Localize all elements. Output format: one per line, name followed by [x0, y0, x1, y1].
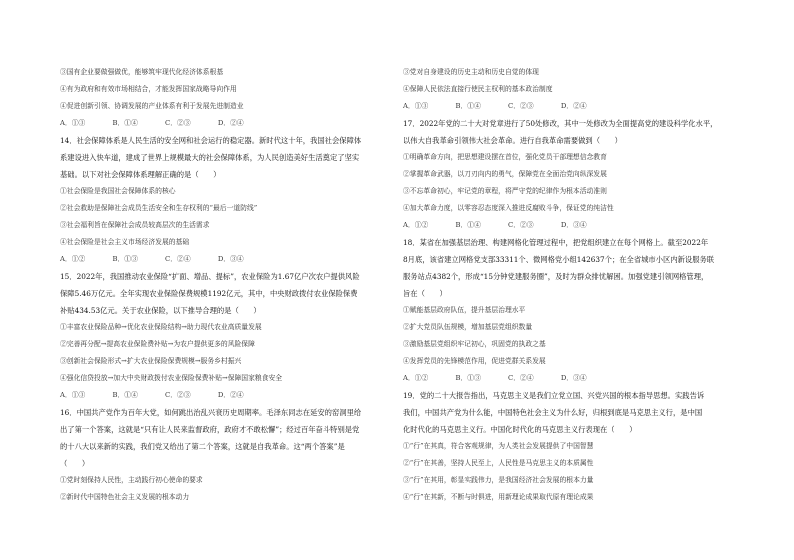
q13-option-3: ③国有企业要做强做优，能够筑牢现代化经济体系根基: [60, 68, 224, 76]
q14-option-4: ④社会保险是社会主义市场经济发展的基础: [60, 238, 190, 246]
q15-option-1: ①丰富农业保险品种→优化农业保险结构→助力现代农业高质量发展: [60, 323, 262, 331]
q18-stem-line-1: 18．某省在加强基层治理、构建网格化管理过程中，把党组织建立在每个网格上。截至2022年: [403, 238, 709, 247]
q14-option-2: ②社会救助是保障社会成员生活安全和生存权利的“最后一道防线”: [60, 204, 258, 212]
q15-stem-line-1: 15．2022年，我国推动农业保险“扩面、增品、提标”，农业保险为1.67亿户次农户提供风险: [60, 272, 360, 281]
q17-option-1: ①明确革命方向，把思想建设摆在首位，强化党员干部理想信念教育: [403, 153, 607, 161]
q17-answer-choices: A．①② B．①④ C．②③ D．③④: [403, 221, 587, 229]
q19-stem-line-3: 化时代化的马克思主义行。中国化时代化的马克思主义行表现在（ ）: [403, 425, 637, 434]
q16-stem-line-2: 出了第一个答案，这就是“只有让人民来监督政府，政府才不敢松懈”；经过百年奋斗特别是党: [60, 425, 360, 434]
q16-option-2: ②新时代中国特色社会主义发展的根本动力: [60, 493, 190, 501]
q18-stem-line-2: 8月底，该省建立网格党支部33311个、微网格党小组142637个；在全省城市小区内新设服务联: [403, 255, 715, 264]
q18-option-3: ③激励基层党组织牢记初心，巩固党的执政之基: [403, 340, 546, 348]
q14-stem-line-3: 基础。以下对社会保障体系理解正确的是（ ）: [60, 170, 221, 179]
q15-option-4: ④强化信贷投放→加大中央财政拨付农业保险保费补贴→保障国家粮食安全: [60, 374, 283, 382]
q14-option-1: ①社会保险是我国社会保障体系的核心: [60, 187, 176, 195]
q17-option-2: ②掌握革命武器，以刀刃向内的勇气，保障党在全面治党向纵深发展: [403, 170, 607, 178]
q19-stem-line-1: 19．党的二十大报告指出，马克思主义是我们立党立国、兴党兴国的根本指导思想。实践告诉: [403, 391, 705, 400]
q19-option-4: ④“行”在其新，不断与时俱进，用新理论成果取代原有理论成果: [403, 493, 594, 501]
q16-answer-choices: A．①③ B．①④ C．②③ D．②④: [403, 102, 587, 110]
q15-option-3: ③创新社会保险形式→扩大农业保险保费规模→服务乡村振兴: [60, 357, 242, 365]
q15-stem-line-2: 保障5.46万亿元。全年实现农业保险保费规模1192亿元，其中，中央财政拨付农业保险保费: [60, 289, 358, 298]
q19-option-3: ③“行”在其用，彰显实践伟力，是我国经济社会发展的根本力量: [403, 476, 594, 484]
q15-stem-line-3: 补贴434.53亿元。关于农业保险，以下推导合理的是（ ）: [60, 306, 261, 315]
q16-stem-line-4: （ ）: [60, 459, 90, 468]
q16-stem-line-1: 16．中国共产党作为百年大党，如何跳出治乱兴衰历史周期率。毛泽东同志在延安的窑洞里给: [60, 408, 362, 417]
q18-stem-line-3: 服务站点4382个，形成“15分钟党建服务圈”，及时为群众排忧解困。加强党建引领网格管理，: [403, 272, 709, 281]
q18-stem-line-4: 旨在（ ）: [403, 289, 447, 298]
q15-answer-choices: A．①③ B．①④ C．②③ D．②④: [60, 391, 244, 399]
q17-option-3: ③不忘革命初心，牢记党的章程，将严守党的纪律作为根本活动准则: [403, 187, 607, 195]
q14-stem-line-2: 系建设进入快车道，建成了世界上规模最大的社会保障体系，为人民创造美好生活奠定了坚实: [60, 153, 360, 162]
q16-option-3: ③党对自身建设的历史主动和历史自觉的体现: [403, 68, 539, 76]
q18-option-4: ④发挥党员的先锋模范作用，促进党群关系发展: [403, 357, 546, 365]
q17-stem-line-2: 以伟大自我革命引领伟大社会革命。进行自我革命需要做到（ ）: [403, 136, 622, 145]
q15-option-2: ②完善再分配→提高农业保险费补贴→为农户提供更多的风险保障: [60, 340, 255, 348]
q16-option-4: ④保障人民依法直接行使民主权利的基本政治制度: [403, 85, 553, 93]
q18-answer-choices: A．①② B．①③ C．②④ D．③④: [403, 374, 587, 382]
q19-option-2: ②“行”在其善，坚持人民至上，人民性是马克思主义的本质属性: [403, 459, 594, 467]
q18-option-2: ②扩大党员队伍规模，增加基层党组织数量: [403, 323, 533, 331]
q19-option-1: ①“行”在其真，符合客观规律，为人类社会发展提供了中国智慧: [403, 442, 594, 450]
q14-stem-line-1: 14．社会保障体系是人民生活的安全网和社会运行的稳定器。新时代这十年，我国社会保障体: [60, 136, 362, 145]
q13-answer-choices: A．①③ B．①④ C．②③ D．②④: [60, 119, 244, 127]
q19-stem-line-2: 我们，中国共产党为什么能，中国特色社会主义为什么好，归根到底是马克思主义行，是中国: [403, 408, 703, 417]
q13-option-4b: ④促进创新引领、协调发展的产业体系有利于发展先进制造业: [60, 102, 244, 110]
q18-option-1: ①赋能基层政府队伍，提升基层治理水平: [403, 306, 526, 314]
q14-answer-choices: A．①② B．①③ C．②④ D．③④: [60, 255, 244, 263]
q16-stem-line-3: 的十八大以来新的实践，我们党又给出了第二个答案，这就是自我革命。这“两个答案”是: [60, 442, 345, 451]
q17-stem-line-1: 17．2022年党的二十大对党章进行了50处修改，其中一处修改为全面提高党的建设科学化水平，: [403, 119, 718, 128]
q16-option-1: ①党时刻保持人民性，主动践行初心使命的要求: [60, 476, 203, 484]
q17-option-4: ④加大革命力度，以零容忍态度深入推进反腐败斗争，保证党的纯洁性: [403, 204, 614, 212]
q14-option-3: ③社会福利旨在保障社会成员较高层次的生活需求: [60, 221, 210, 229]
q13-option-4: ④有为政府和有效市场相结合，才能发挥国家战略导向作用: [60, 85, 237, 93]
